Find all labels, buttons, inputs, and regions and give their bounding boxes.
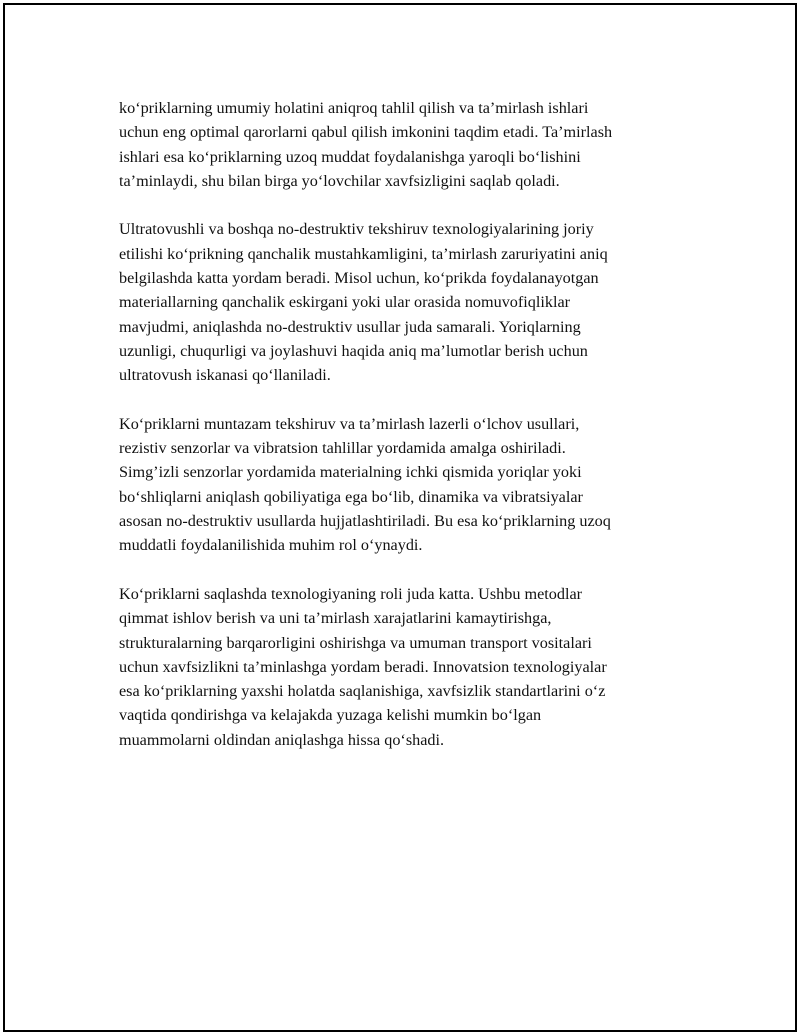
text-line: ko‘priklarning umumiy holatini aniqroq tahlil qilish va ta’mirlash ishlari xyxy=(119,99,589,117)
text-line: etilishi ko‘prikning qanchalik mustahkamligini, ta’mirlash zaruriyatini aniq xyxy=(119,244,608,263)
text-line: muddatli foydalanilishida muhim rol o‘ynaydi. xyxy=(119,536,423,555)
text-line: uchun xavfsizlikni ta’minlashga yordam beradi. Innovatsion texnologiyalar xyxy=(119,657,607,676)
text-line: esa ko‘priklarning yaxshi holatda saqlanishiga, xavfsizlik standartlarini o‘z xyxy=(119,682,606,701)
text-line: vaqtida qondirishga va kelajakda yuzaga kelishi mumkin bo‘lgan xyxy=(119,706,542,725)
text-line: qimmat ishlov berish va uni ta’mirlash xarajatlarini kamaytirishga, xyxy=(119,609,552,628)
document-page xyxy=(3,3,797,1032)
paragraph-1 xyxy=(119,96,699,193)
text-line: Simg’izli senzorlar yordamida materialning ichki qismida yoriqlar yoki xyxy=(119,463,582,482)
paragraph-4 xyxy=(119,582,699,752)
text-line: rezistiv senzorlar va vibratsion tahlillar yordamida amalga oshiriladi. xyxy=(119,439,566,458)
text-line: bo‘shliqlarni aniqlash qobiliyatiga ega bo‘lib, dinamika va vibratsiyalar xyxy=(119,487,583,506)
document-body xyxy=(119,96,699,776)
text-line: muammolarni oldindan aniqlashga hissa qo‘shadi. xyxy=(119,730,445,749)
text-line: ishlari esa ko‘priklarning uzoq muddat foydalanishga yaroqli bo‘lishini xyxy=(119,147,581,166)
paragraph-3 xyxy=(119,412,699,558)
text-line: Ultratovushli va boshqa no-destruktiv tekshiruv texnologiyalarining joriy xyxy=(119,220,594,239)
text-line: uchun eng optimal qarorlarni qabul qilish imkonini taqdim etadi. Ta’mirlash xyxy=(119,123,613,142)
text-line: ta’minlaydi, shu bilan birga yo‘lovchilar xavfsizligini saqlab qoladi. xyxy=(119,171,560,190)
text-line: strukturalarning barqarorligini oshirishga va umuman transport vositalari xyxy=(119,633,592,652)
text-line: belgilashda katta yordam beradi. Misol uchun, ko‘prikda foydalanayotgan xyxy=(119,269,599,288)
text-line: materiallarning qanchalik eskirgani yoki ular orasida nomuvofiqliklar xyxy=(119,293,571,312)
text-line: ultratovush iskanasi qo‘llaniladi. xyxy=(119,366,331,385)
text-line: Ko‘priklarni muntazam tekshiruv va ta’mirlash lazerli o‘lchov usullari, xyxy=(119,414,580,433)
text-line: uzunligi, chuqurligi va joylashuvi haqida aniq ma’lumotlar berish uchun xyxy=(119,341,588,360)
text-line: Ko‘priklarni saqlashda texnologiyaning roli juda katta. Ushbu metodlar xyxy=(119,584,583,603)
text-line: asosan no-destruktiv usullarda hujjatlashtiriladi. Bu esa ko‘priklarning uzoq xyxy=(119,512,611,531)
paragraph-2 xyxy=(119,217,699,387)
text-line: mavjudmi, aniqlashda no-destruktiv usullar juda samarali. Yoriqlarning xyxy=(119,317,581,336)
